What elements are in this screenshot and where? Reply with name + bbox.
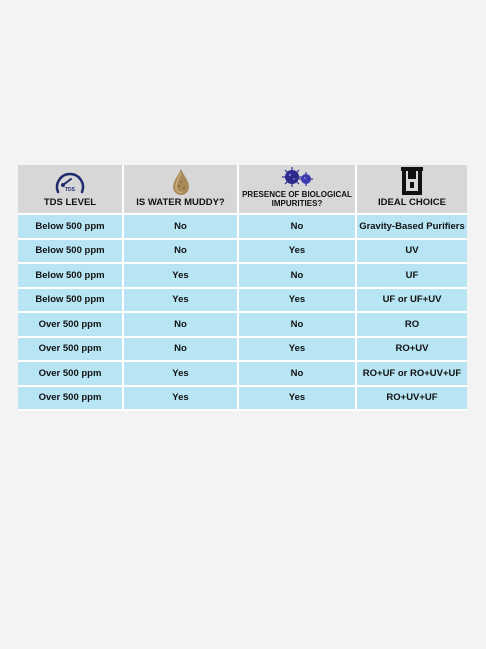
water-muddy-cell: Yes (124, 387, 239, 412)
water-muddy-cell: No (124, 313, 239, 338)
tds-level-cell: Over 500 ppm (18, 313, 124, 338)
header-label: IDEAL CHOICE (378, 197, 446, 208)
muddy-drop-icon (170, 168, 192, 196)
water-muddy-cell: No (124, 240, 239, 265)
tds-level-cell: Below 500 ppm (18, 264, 124, 289)
ideal-choice-cell: RO+UV+UF (357, 387, 467, 412)
ideal-choice-cell: UF (357, 264, 467, 289)
biological-impurities-cell: No (239, 362, 357, 387)
tds-level-cell: Over 500 ppm (18, 387, 124, 412)
biological-impurities-cell: No (239, 264, 357, 289)
water-muddy-cell: No (124, 338, 239, 363)
tds-level-cell: Below 500 ppm (18, 289, 124, 314)
water-muddy-cell: Yes (124, 264, 239, 289)
table-row (18, 264, 467, 289)
water-muddy-cell: Yes (124, 362, 239, 387)
water-muddy-cell: No (124, 215, 239, 240)
tds-gauge-icon (53, 168, 87, 196)
biological-impurities-cell: No (239, 215, 357, 240)
tds-level-cell: Over 500 ppm (18, 338, 124, 363)
table-row (18, 338, 467, 363)
biological-impurities-cell: Yes (239, 289, 357, 314)
header-label: IS WATER MUDDY? (136, 197, 225, 208)
header-ideal-choice (357, 165, 467, 215)
table-row (18, 215, 467, 240)
ideal-choice-cell: UF or UF+UV (357, 289, 467, 314)
biological-impurities-cell: Yes (239, 387, 357, 412)
ideal-choice-cell: Gravity-Based Purifiers (357, 215, 467, 240)
ideal-choice-cell: UV (357, 240, 467, 265)
germ-icon (279, 166, 315, 188)
table-header-row (18, 165, 467, 215)
header-label: TDS LEVEL (43, 197, 97, 208)
svg-text:TDS: TDS (65, 187, 75, 193)
table-row (18, 362, 467, 387)
header-water-muddy (124, 165, 239, 215)
table-body (18, 215, 467, 411)
table-row (18, 313, 467, 338)
table-row (18, 289, 467, 314)
purifier-icon (400, 166, 424, 196)
biological-impurities-cell: No (239, 313, 357, 338)
header-biological-impurities (239, 165, 357, 215)
biological-impurities-cell: Yes (239, 338, 357, 363)
ideal-choice-cell: RO+UV (357, 338, 467, 363)
ideal-choice-cell: RO (357, 313, 467, 338)
water-purifier-comparison-table (18, 165, 467, 411)
ideal-choice-cell: RO+UF or RO+UV+UF (357, 362, 467, 387)
table-row (18, 240, 467, 265)
biological-impurities-cell: Yes (239, 240, 357, 265)
header-tds-level (18, 165, 124, 215)
tds-level-cell: Over 500 ppm (18, 362, 124, 387)
water-muddy-cell: Yes (124, 289, 239, 314)
tds-level-cell: Below 500 ppm (18, 215, 124, 240)
tds-level-cell: Below 500 ppm (18, 240, 124, 265)
table-row (18, 387, 467, 412)
header-label: PRESENCE OF BIOLOGICAL IMPURITIES? (242, 190, 352, 208)
